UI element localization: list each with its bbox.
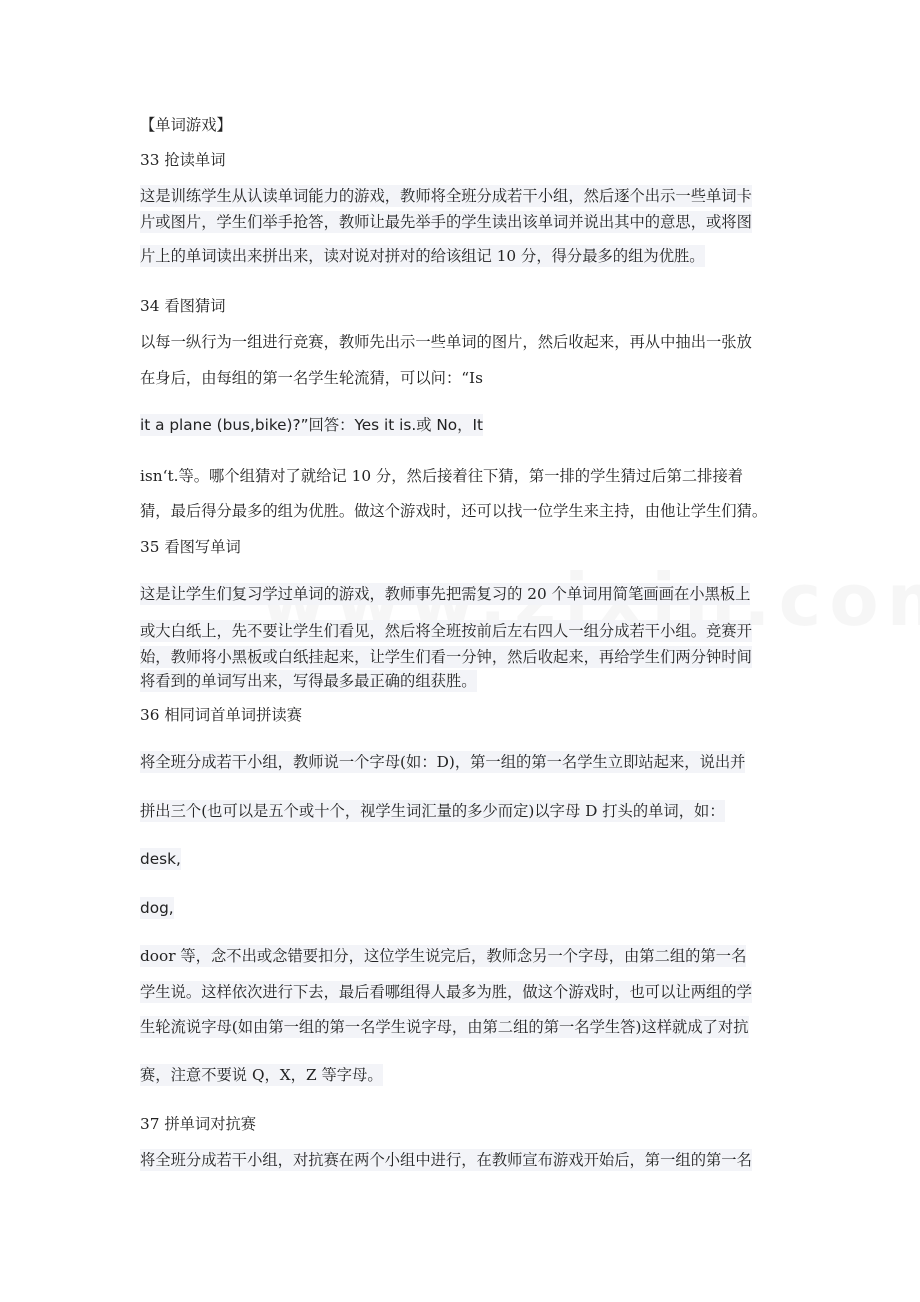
game-title-36: 36 相同词首单词拼读赛 xyxy=(140,706,302,724)
paragraph-line: 片或图片，学生们举手抢答，教师让最先举手的学生读出该单词并说出其中的意思，或将图 xyxy=(140,213,752,231)
paragraph-line: 将看到的单词写出来，写得最多最正确的组获胜。 xyxy=(140,672,477,690)
game-title-34: 34 看图猜词 xyxy=(140,297,226,315)
paragraph-line: 以每一纵行为一组进行竞赛，教师先出示一些单词的图片，然后收起来，再从中抽出一张放 xyxy=(140,333,752,351)
paragraph-line: 拼出三个(也可以是五个或十个，视学生词汇量的多少而定)以字母 D 打头的单词，如： xyxy=(140,802,725,820)
paragraph-line: 或大白纸上，先不要让学生们看见，然后将全班按前后左右四人一组分成若干小组。竞赛开 xyxy=(140,622,752,640)
section-heading: 【单词游戏】 xyxy=(140,116,232,134)
paragraph-line: 学生说。这样依次进行下去，最后看哪组得人最多为胜，做这个游戏时，也可以让两组的学 xyxy=(140,983,752,1001)
paragraph-line: isn‘t.等。哪个组猜对了就给记 10 分，然后接着往下猜，第一排的学生猜过后第二排接着 xyxy=(140,467,744,485)
game-title-35: 35 看图写单词 xyxy=(140,538,241,556)
paragraph-line: 生轮流说字母(如由第一组的第一名学生说字母，由第二组的第一名学生答)这样就成了对抗 xyxy=(140,1018,749,1036)
paragraph-line: 片上的单词读出来拼出来，读对说对拼对的给该组记 10 分，得分最多的组为优胜。 xyxy=(140,247,705,265)
paragraph-line: 在身后，由每组的第一名学生轮流猜，可以问：“Is xyxy=(140,369,483,387)
paragraph-line: desk, xyxy=(140,850,181,868)
paragraph-line: 赛，注意不要说 Q，X，Z 等字母。 xyxy=(140,1066,383,1084)
paragraph-line: door 等，念不出或念错要扣分，这位学生说完后，教师念另一个字母，由第二组的第一名 xyxy=(140,947,747,965)
paragraph-line: it a plane (bus,bike)?”回答：Yes it is.或 No，It xyxy=(140,416,483,434)
game-title-33: 33 抢读单词 xyxy=(140,151,226,169)
paragraph-line: 将全班分成若干小组，教师说一个字母(如：D)，第一组的第一名学生立即站起来，说出并 xyxy=(140,753,746,771)
paragraph-line: 将全班分成若干小组，对抗赛在两个小组中进行，在教师宣布游戏开始后，第一组的第一名 xyxy=(140,1151,752,1169)
game-title-37: 37 拼单词对抗赛 xyxy=(140,1115,257,1133)
paragraph-line: 始，教师将小黑板或白纸挂起来，让学生们看一分钟，然后收起来，再给学生们两分钟时间 xyxy=(140,648,752,666)
paragraph-line: 猜，最后得分最多的组为优胜。做这个游戏时，还可以找一位学生来主持，由他让学生们猜。 xyxy=(140,502,768,520)
paragraph-line: 这是让学生们复习学过单词的游戏，教师事先把需复习的 20 个单词用简笔画画在小黑板上 xyxy=(140,585,751,603)
paragraph-line: 这是训练学生从认读单词能力的游戏，教师将全班分成若干小组，然后逐个出示一些单词卡 xyxy=(140,187,752,205)
paragraph-line: dog, xyxy=(140,899,174,917)
